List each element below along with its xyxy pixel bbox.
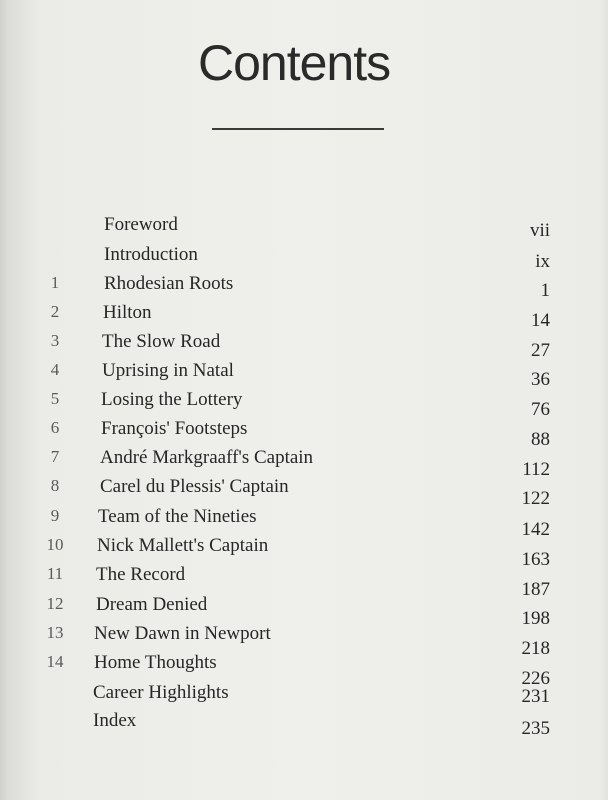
page-number: 76: [531, 399, 550, 420]
chapter-number: 7: [50, 447, 60, 466]
page-number: 112: [522, 459, 550, 480]
toc-entry: [0, 302, 608, 330]
toc-entry: [0, 476, 608, 509]
page-number: 1: [540, 280, 550, 301]
chapter-title: André Markgraaff's Captain: [100, 447, 314, 468]
toc-entry: [0, 244, 608, 272]
chapter-title: Carel du Plessis' Captain: [100, 476, 289, 497]
page-number: 88: [531, 429, 550, 450]
toc-entry: [0, 682, 608, 710]
toc-entry: [0, 331, 608, 359]
toc-entry: [0, 214, 608, 242]
chapter-title: Home Thoughts: [94, 652, 217, 673]
chapter-title: Hilton: [103, 302, 152, 323]
page-number: vii: [529, 220, 550, 241]
toc-entry: [0, 564, 608, 600]
chapter-number: 5: [50, 389, 60, 408]
page-number: 122: [521, 488, 550, 509]
chapter-number: 1: [50, 273, 60, 292]
chapter-number: 2: [50, 302, 60, 321]
page-number: 231: [521, 686, 550, 707]
chapter-number: 12: [46, 594, 64, 613]
chapter-number: 4: [50, 360, 60, 379]
toc-entry: [0, 389, 608, 420]
page-number: 226: [521, 668, 550, 689]
chapter-title: The Record: [96, 564, 186, 585]
chapter-number: 9: [50, 506, 60, 525]
toc-entry: [0, 594, 608, 629]
page-number: 198: [521, 608, 550, 629]
chapter-title: Foreword: [104, 214, 178, 235]
toc-entry: [0, 623, 608, 659]
chapter-title: Career Highlights: [93, 682, 229, 703]
chapter-title: The Slow Road: [102, 331, 221, 352]
chapter-title: Introduction: [104, 244, 198, 265]
chapter-title: François' Footsteps: [101, 418, 248, 439]
page-number: 142: [521, 519, 550, 540]
chapter-number: 8: [50, 476, 60, 495]
page-number: 187: [521, 579, 550, 600]
toc-entry: [0, 273, 608, 301]
chapter-title: Team of the Nineties: [98, 506, 257, 527]
page-number: ix: [535, 251, 550, 272]
toc-entry: [0, 360, 608, 388]
chapter-title: Nick Mallett's Captain: [97, 535, 269, 556]
page-number: 163: [521, 549, 550, 570]
page-number: 27: [531, 340, 550, 361]
chapter-number: 11: [46, 564, 64, 583]
page-number: 14: [531, 310, 550, 331]
toc-entry: [0, 418, 608, 450]
chapter-title: New Dawn in Newport: [94, 623, 271, 644]
toc-entry: [0, 447, 608, 480]
chapter-title: Uprising in Natal: [102, 360, 234, 381]
page-number: 36: [531, 369, 550, 390]
toc-entry: [0, 710, 608, 738]
chapter-title: Dream Denied: [96, 594, 208, 615]
chapter-number: 10: [46, 535, 64, 554]
page-title: Contents: [198, 35, 391, 91]
chapter-title: Rhodesian Roots: [104, 273, 234, 294]
page-number: 218: [521, 638, 550, 659]
chapter-number: 13: [46, 623, 64, 642]
chapter-number: 14: [46, 652, 64, 671]
page-number: 235: [521, 718, 550, 739]
chapter-title: Losing the Lottery: [101, 389, 243, 410]
chapter-number: 6: [50, 418, 60, 437]
chapter-title: Index: [93, 710, 137, 731]
chapter-number: 3: [50, 331, 60, 350]
toc-entry: [0, 652, 608, 689]
toc-entry: [0, 535, 608, 570]
toc-entry: [0, 506, 608, 540]
